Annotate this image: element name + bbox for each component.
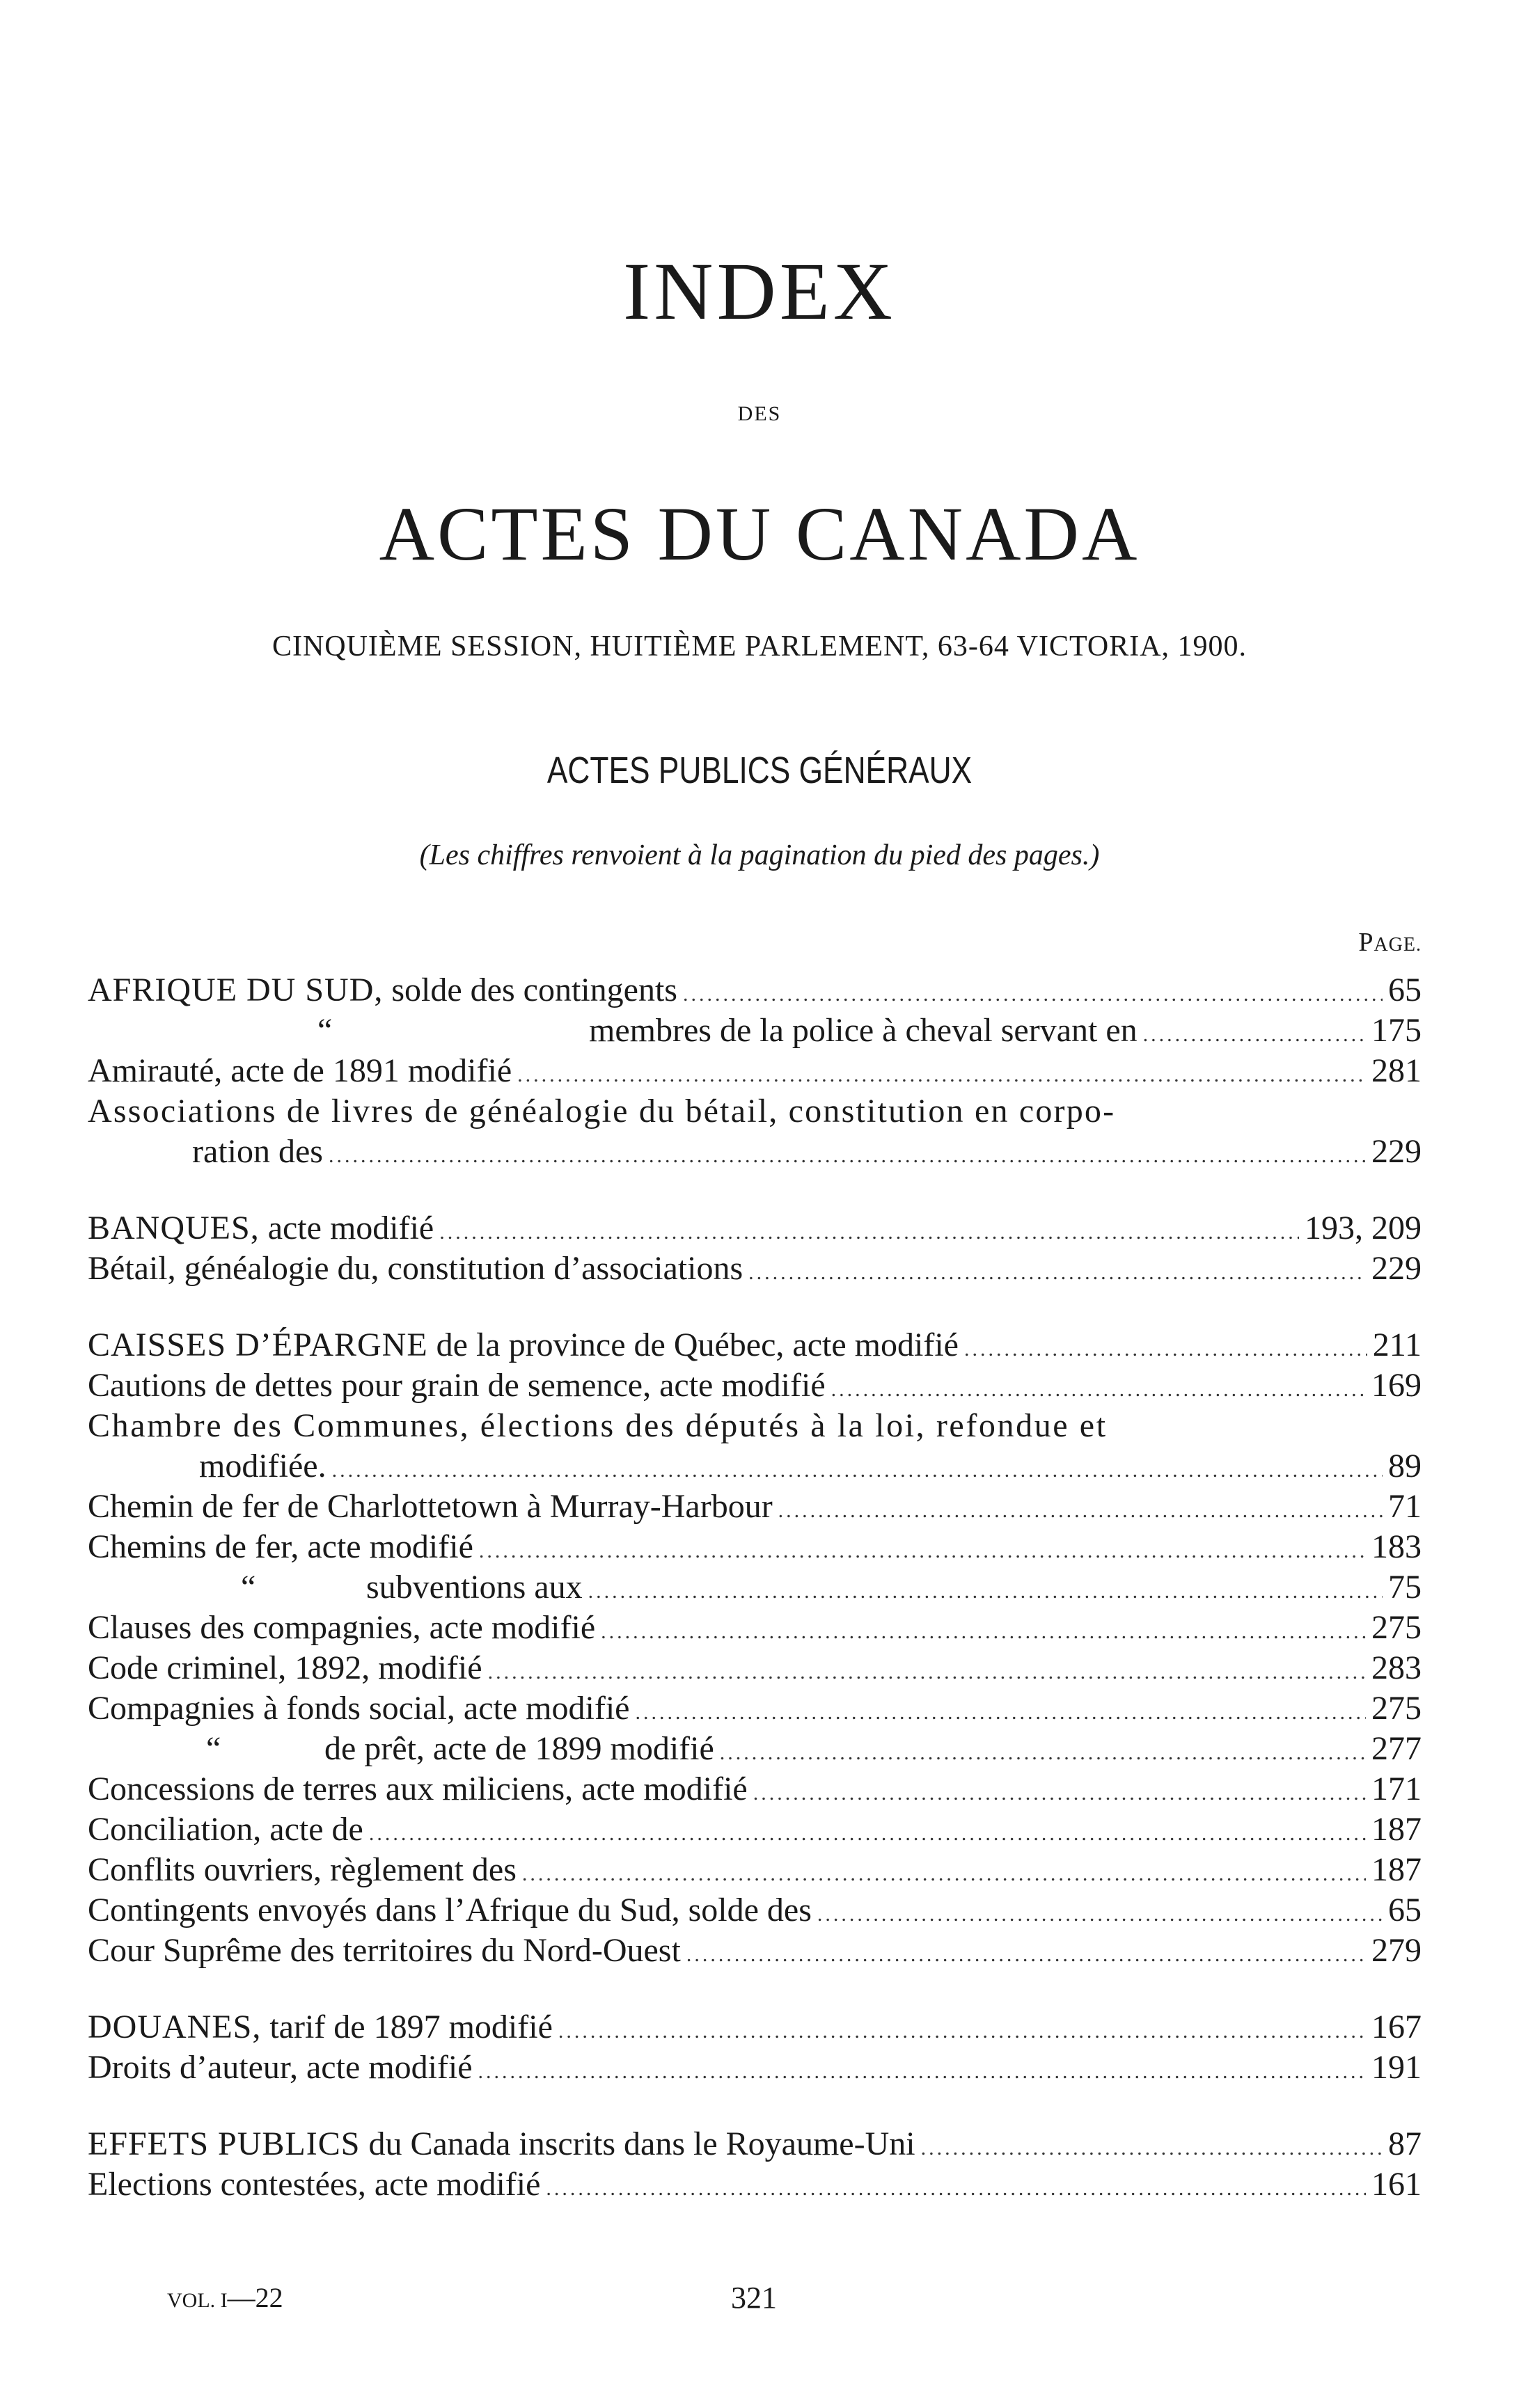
dot-leader xyxy=(369,1814,1366,1854)
entry-text: Clauses des compagnies, acte modifié xyxy=(88,1609,596,1646)
index-entry xyxy=(88,2164,1422,2205)
entry-page: 169 xyxy=(1371,1367,1422,1404)
ditto-mark: “ xyxy=(241,1569,256,1606)
dot-leader xyxy=(778,1491,1383,1531)
entry-text: modifiée. xyxy=(199,1448,326,1484)
index-entry xyxy=(88,1208,1422,1249)
page-label-rest: AGE. xyxy=(1374,934,1422,956)
entry-page: 281 xyxy=(1371,1052,1422,1089)
dot-leader xyxy=(686,1935,1366,1975)
index-entry xyxy=(88,1608,1422,1648)
entry-heading: DOUANES, xyxy=(88,2009,262,2045)
page-label-initial: P xyxy=(1358,928,1374,957)
entry-text-full: Associations de livres de généalogie du bétail, constitution en corpo- xyxy=(88,1093,1116,1130)
entry-page: 275 xyxy=(1371,1690,1422,1727)
entry-text: acte modifié xyxy=(259,1210,434,1246)
entry-text: membres de la police à cheval servant en xyxy=(589,1012,1138,1049)
dot-leader xyxy=(478,2052,1366,2092)
dot-leader xyxy=(964,1329,1367,1370)
entry-page: 277 xyxy=(1371,1730,1422,1767)
entry-text: Bétail, généalogie du, constitution d’associations xyxy=(88,1250,743,1287)
entry-text-full: Chambre des Communes, élections des députés à la loi, refondue et xyxy=(88,1407,1108,1444)
index-entry xyxy=(88,1325,1422,1365)
index-entry xyxy=(88,1011,1422,1051)
entry-page: 275 xyxy=(1371,1609,1422,1646)
entry-text: Conciliation, acte de xyxy=(88,1811,363,1848)
index-entry xyxy=(88,1365,1422,1406)
page-column-label xyxy=(1358,929,1422,956)
entry-page: 229 xyxy=(1371,1133,1422,1170)
entry-page: 65 xyxy=(1388,1892,1422,1928)
entry-text xyxy=(88,1091,1422,1132)
entry-page: 279 xyxy=(1371,1932,1422,1969)
entry-text: ration des xyxy=(192,1133,323,1170)
entry-page: 75 xyxy=(1388,1569,1422,1606)
entry-page: 171 xyxy=(1371,1771,1422,1807)
dot-leader xyxy=(817,1894,1383,1935)
dot-leader xyxy=(588,1571,1383,1612)
volume-suffix: —22 xyxy=(227,2282,283,2313)
entry-page: 191 xyxy=(1371,2049,1422,2086)
entry-text: de la province de Québec, acte modifié xyxy=(427,1326,959,1363)
entry-page: 193, 209 xyxy=(1305,1210,1422,1246)
page-number: 321 xyxy=(731,2281,777,2315)
dot-leader xyxy=(479,1531,1366,1571)
entry-page: 167 xyxy=(1371,2009,1422,2045)
index-entry xyxy=(88,970,1422,1011)
dot-leader xyxy=(720,1733,1366,1773)
dot-leader xyxy=(488,1652,1366,1693)
entry-page: 87 xyxy=(1388,2125,1422,2162)
dot-leader xyxy=(601,1612,1366,1652)
entry-text: Conflits ouvriers, règlement des xyxy=(88,1851,517,1888)
entry-page: 229 xyxy=(1371,1250,1422,1287)
dot-leader xyxy=(522,1854,1366,1894)
entry-text: subventions aux xyxy=(366,1569,583,1606)
entry-text: Chemins de fer, acte modifié xyxy=(88,1528,473,1565)
entry-text: Cautions de dettes pour grain de semence, acte modifié xyxy=(88,1367,826,1404)
index-entry xyxy=(88,1249,1422,1289)
entry-text: Code criminel, 1892, modifié xyxy=(88,1649,482,1686)
index-entry xyxy=(88,1931,1422,1971)
index-entry xyxy=(88,1729,1422,1769)
entry-text: Chemin de fer de Charlottetown à Murray-Harbour xyxy=(88,1488,773,1525)
entry-text: Elections contestées, acte modifié xyxy=(88,2166,541,2203)
des-label: DES xyxy=(737,402,782,425)
index-entry xyxy=(88,2124,1422,2164)
index-entry xyxy=(88,1091,1422,1132)
entry-heading: BANQUES, xyxy=(88,1210,260,1246)
index-entry xyxy=(88,1809,1422,1850)
entry-text: Contingents envoyés dans l’Afrique du Sud, solde des xyxy=(88,1892,812,1928)
index-entry xyxy=(88,1446,1422,1487)
dot-leader xyxy=(558,2011,1366,2052)
entry-page: 187 xyxy=(1371,1811,1422,1848)
main-title: ACTES DU CANADA xyxy=(379,491,1140,576)
dot-leader xyxy=(329,1136,1366,1176)
entry-text xyxy=(88,1406,1422,1446)
dot-leader xyxy=(635,1693,1366,1733)
entry-text: Droits d’auteur, acte modifié xyxy=(88,2049,473,2086)
index-entry xyxy=(88,1688,1422,1729)
entry-heading: CAISSES D’ÉPARGNE xyxy=(88,1326,428,1363)
entry-page: 283 xyxy=(1371,1649,1422,1686)
entry-text: Amirauté, acte de 1891 modifié xyxy=(88,1052,512,1089)
index-entry xyxy=(88,1527,1422,1567)
volume-prefix: VOL. I xyxy=(167,2289,228,2312)
index-entry xyxy=(88,2007,1422,2047)
index-entry xyxy=(88,1487,1422,1527)
dot-leader xyxy=(683,974,1383,1015)
entry-page: 175 xyxy=(1371,1012,1422,1049)
index-entry xyxy=(88,2047,1422,2088)
index-title: INDEX xyxy=(622,246,897,337)
dot-leader xyxy=(517,1055,1366,1095)
entry-text: solde des contingents xyxy=(383,972,677,1008)
entry-text: Compagnies à fonds social, acte modifié xyxy=(88,1690,630,1727)
index-entry xyxy=(88,1850,1422,1890)
entry-heading: EFFETS PUBLICS xyxy=(88,2125,361,2162)
entry-page: 211 xyxy=(1372,1326,1422,1363)
entry-text: Concessions de terres aux miliciens, acte modifié xyxy=(88,1771,748,1807)
dot-leader xyxy=(921,2128,1383,2169)
entry-page: 161 xyxy=(1371,2166,1422,2203)
volume-signature xyxy=(167,2284,283,2312)
index-entries xyxy=(88,970,1422,2205)
index-entry xyxy=(88,1890,1422,1931)
dot-leader xyxy=(831,1370,1366,1410)
dot-leader xyxy=(546,2169,1366,2209)
entry-text: du Canada inscrits dans le Royaume-Uni xyxy=(360,2125,915,2162)
entry-text: Cour Suprême des territoires du Nord-Ouest xyxy=(88,1932,681,1969)
dot-leader xyxy=(753,1773,1366,1814)
entry-text: tarif de 1897 modifié xyxy=(261,2009,553,2045)
dot-leader xyxy=(748,1253,1366,1293)
dot-leader xyxy=(439,1212,1299,1253)
index-entry xyxy=(88,1132,1422,1172)
index-entry xyxy=(88,1051,1422,1091)
index-entry xyxy=(88,1648,1422,1688)
entry-page: 187 xyxy=(1371,1851,1422,1888)
dot-leader xyxy=(332,1450,1383,1491)
ditto-mark: “ xyxy=(206,1730,221,1767)
dot-leader xyxy=(1143,1015,1366,1055)
section-heading: ACTES PUBLICS GÉNÉRAUX xyxy=(546,750,973,791)
session-line: CINQUIÈME SESSION, HUITIÈME PARLEMENT, 63-64 VICTORIA, 1900. xyxy=(271,631,1248,663)
index-entry xyxy=(88,1769,1422,1809)
entry-page: 71 xyxy=(1388,1488,1422,1525)
index-entry xyxy=(88,1567,1422,1608)
ditto-mark: “ xyxy=(317,1012,333,1049)
entry-text: de prêt, acte de 1899 modifié xyxy=(324,1730,714,1767)
entry-page: 89 xyxy=(1388,1448,1422,1484)
entry-heading: AFRIQUE DU SUD, xyxy=(88,972,384,1008)
index-entry xyxy=(88,1406,1422,1446)
pagination-note: (Les chiffres renvoient à la pagination du pied des pages.) xyxy=(419,839,1100,871)
entry-page: 183 xyxy=(1371,1528,1422,1565)
entry-page: 65 xyxy=(1388,972,1422,1008)
